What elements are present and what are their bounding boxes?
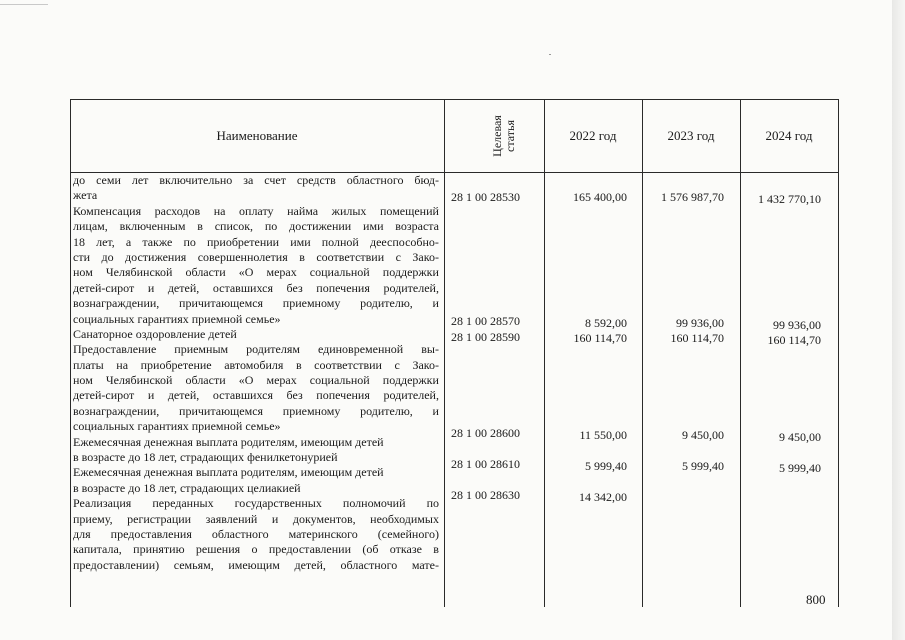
target-article-code: 28 1 00 28600	[451, 426, 520, 440]
header-name: Наименование	[216, 128, 298, 143]
value-2022: 8 592,00	[585, 316, 627, 330]
target-article-code: 28 1 00 28630	[451, 488, 520, 502]
value-2024: 5 999,40	[779, 461, 821, 475]
text-line: в возрасте до 18 лет, страдающих фенилкетонурией	[73, 450, 338, 465]
text-line: приему, регистрации заявлений и документов, необходимых	[73, 511, 439, 526]
value-2024: 160 114,70	[767, 333, 821, 347]
text-line: Ежемесячная денежная выплата родителям, имеющим детей	[73, 465, 384, 480]
value-2024: 1 432 770,10	[758, 192, 821, 206]
text-line: платы на приобретение автомобиля в соответствии с Зако-	[73, 357, 439, 372]
value-2022: 5 999,40	[585, 459, 627, 473]
value-2022: 11 550,00	[579, 428, 627, 442]
value-2022: 14 342,00	[579, 490, 627, 504]
page-number: 800	[806, 592, 826, 607]
table-divider-2022	[642, 99, 643, 607]
header-2023: 2023 год	[667, 128, 715, 143]
value-2024: 9 450,00	[779, 430, 821, 444]
value-2023: 1 576 987,70	[661, 190, 724, 204]
table-divider-code	[544, 99, 545, 607]
table-divider-2023	[740, 99, 741, 607]
text-line: социальных гарантиях приемной семье»	[73, 419, 281, 434]
header-target-article-cell	[464, 100, 544, 172]
header-2024: 2024 год	[765, 128, 813, 143]
text-line: предоставлении) семьям, имеющим детей, областного мате-	[73, 557, 439, 572]
value-2022: 165 400,00	[573, 190, 627, 204]
value-2024: 99 936,00	[773, 318, 821, 332]
table-border-right	[838, 99, 839, 607]
text-line: капитала, принятию решения о предоставлении (об отказе в	[73, 542, 439, 557]
scan-artifact	[0, 4, 48, 5]
target-article-code: 28 1 00 28610	[451, 457, 520, 471]
value-2023: 9 450,00	[682, 428, 724, 442]
value-2023: 160 114,70	[670, 331, 724, 345]
text-line: социальных гарантиях приемной семье»	[73, 311, 281, 326]
text-line: детей-сирот и детей, оставшихся без попечения родителей,	[73, 388, 439, 403]
header-target-article: Целевая статья	[490, 115, 517, 157]
name-column-text	[73, 173, 439, 573]
value-2022: 160 114,70	[573, 331, 627, 345]
text-line: Ежемесячная денежная выплата родителям, имеющим детей	[73, 434, 384, 449]
text-line: сти до достижения совершеннолетия в соответствии с Зако-	[73, 249, 439, 264]
table-border-left	[70, 99, 71, 607]
target-article-code: 28 1 00 28570	[451, 314, 520, 328]
text-line: Санаторное оздоровление детей	[73, 326, 237, 341]
text-line: ном Челябинской области «О мерах социальной поддержки	[73, 265, 439, 280]
text-line: лицам, включенным в список, по достижении ими возраста	[73, 219, 439, 234]
text-line: Компенсация расходов на оплату найма жилых помещений	[73, 203, 439, 218]
page-edge-shadow	[892, 0, 905, 640]
text-line: в возрасте до 18 лет, страдающих целиакией	[73, 480, 301, 495]
text-line: детей-сирот и детей, оставшихся без попечения родителей,	[73, 280, 439, 295]
text-line: Реализация переданных государственных полномочий по	[73, 496, 439, 511]
text-line: 18 лет, а также по приобретении ими полной дееспособно-	[73, 234, 439, 249]
target-article-code: 28 1 00 28590	[451, 330, 520, 344]
table-divider-name	[444, 99, 445, 607]
text-line: до семи лет включительно за счет средств областного бюд-	[73, 173, 439, 187]
scan-speck	[549, 54, 551, 55]
text-line: жета	[73, 188, 98, 203]
header-2022: 2022 год	[569, 128, 617, 143]
table-border-top	[70, 99, 839, 100]
value-2023: 99 936,00	[676, 316, 724, 330]
text-line: вознаграждении, причитающемся приемному родителю, и	[73, 403, 439, 418]
text-line: Предоставление приемным родителям единовременной вы-	[73, 342, 439, 357]
text-line: для предоставления областного материнского (семейного)	[73, 526, 439, 541]
text-line: вознаграждении, причитающемся приемному родителю, и	[73, 296, 439, 311]
text-line: ном Челябинской области «О мерах социальной поддержки	[73, 373, 439, 388]
value-2023: 5 999,40	[682, 459, 724, 473]
target-article-code: 28 1 00 28530	[451, 190, 520, 204]
